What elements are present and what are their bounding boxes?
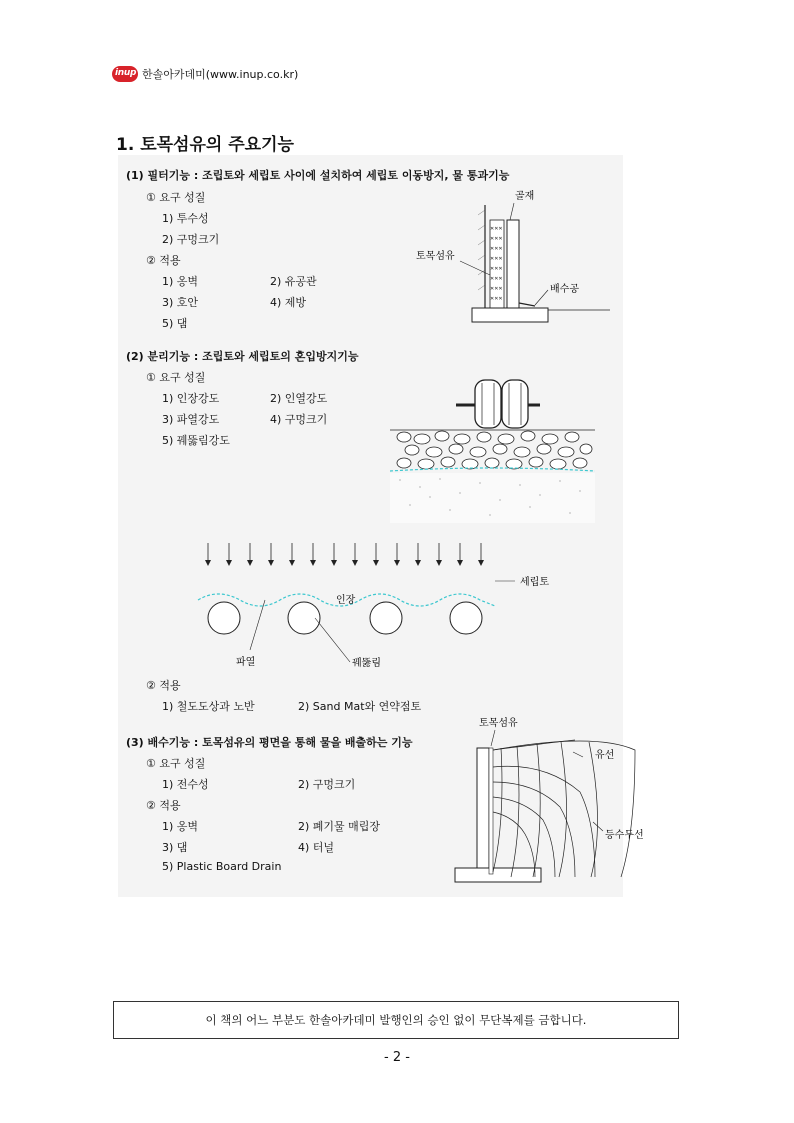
header-text: 한솔아카데미(www.inup.co.kr): [142, 68, 299, 81]
svg-text:✕✕✕: ✕✕✕: [490, 276, 503, 282]
svg-text:✕✕✕: ✕✕✕: [490, 226, 503, 232]
page-number: - 2 -: [384, 1050, 410, 1065]
aggregate-stones: [397, 431, 592, 469]
copyright-notice-box: [113, 1001, 679, 1039]
aggregate-label: 골재: [515, 191, 535, 202]
section3-app-item: 4) 터널: [298, 841, 335, 854]
section2-app-item: 1) 철도도상과 노반: [162, 700, 255, 713]
section1-app-item: 2) 유공관: [270, 275, 317, 288]
pipe: [370, 602, 402, 634]
filter-retaining-wall-figure: [410, 185, 625, 330]
section2-req-item: 2) 인열강도: [270, 392, 328, 405]
fine-soil-layer: [390, 473, 595, 523]
pipe: [450, 602, 482, 634]
section2-heading: (2) 분리기능 : 조립토와 세립토의 혼입방지기능: [126, 350, 359, 363]
section3-app-item: 2) 폐기물 매립장: [298, 820, 381, 833]
page-header: [112, 66, 298, 82]
wall-stem: [507, 220, 519, 308]
separation-load-figure: [190, 538, 570, 673]
section3-heading: (3) 배수기능 : 토목섬유의 평면을 통해 물을 배출하는 기능: [126, 736, 413, 749]
section2-req-item: 4) 구멍크기: [270, 413, 328, 426]
page-title: 1. 토목섬유의 주요기능: [116, 135, 294, 155]
burst-label: 파열: [236, 657, 256, 668]
section2-req-item: 1) 인장강도: [162, 392, 220, 405]
inup-logo: inup: [112, 66, 138, 82]
wall-stem: [477, 748, 489, 874]
geotextile-layer: [390, 468, 595, 471]
aggregate-layer: [490, 220, 504, 308]
section2-req-item: 5) 꿰뚫림강도: [162, 434, 230, 447]
section1-app-item: 4) 제방: [270, 296, 307, 309]
drain-pipe: [519, 303, 535, 306]
section1-req-item: 1) 투수성: [162, 212, 209, 225]
svg-text:✕✕✕: ✕✕✕: [490, 266, 503, 272]
copyright-notice: 이 책의 어느 부분도 한솔아카데미 발행인의 승인 없이 무단복제를 금합니다.: [205, 1013, 587, 1027]
section1-req-label: ① 요구 성질: [146, 191, 206, 204]
geotextile-strip: [489, 748, 493, 874]
backfill-hatch: [478, 210, 485, 290]
section3-app-label: ② 적용: [146, 799, 181, 812]
load-arrowheads: [205, 560, 484, 566]
section3-app-item: 3) 댐: [162, 841, 188, 854]
drain-hole-label: 배수공: [550, 284, 579, 295]
pipe: [208, 602, 240, 634]
section1-app-item: 3) 호안: [162, 296, 199, 309]
section3-req-label: ① 요구 성질: [146, 757, 206, 770]
section2-app-label: ② 적용: [146, 679, 181, 692]
section3-req-item: 2) 구멍크기: [298, 778, 356, 791]
section1-app-label: ② 적용: [146, 254, 181, 267]
svg-text:✕✕✕: ✕✕✕: [490, 296, 503, 302]
section2-app-item: 2) Sand Mat와 연약점토: [298, 700, 422, 713]
drainage-flownet-figure: [445, 712, 650, 892]
puncture-label: 꿰뚫림: [352, 658, 381, 669]
section2-req-item: 3) 파열강도: [162, 413, 220, 426]
wheel-left: [475, 380, 501, 428]
section1-req-item: 2) 구멍크기: [162, 233, 220, 246]
section1-heading: (1) 필터기능 : 조립토와 세립토 사이에 설치하여 세립토 이동방지, 물 통과기능: [126, 169, 510, 182]
svg-text:✕✕✕: ✕✕✕: [490, 286, 503, 292]
section3-app-item: 1) 옹벽: [162, 820, 199, 833]
drain-hole-pointer: [535, 290, 548, 305]
wall-footing: [455, 868, 541, 882]
geotextile-label: 토목섬유: [479, 718, 518, 729]
section1-app-item: 1) 옹벽: [162, 275, 199, 288]
wall-footing: [472, 308, 548, 322]
section3-app-item: 5) Plastic Board Drain: [162, 860, 282, 873]
section1-app-item: 5) 댐: [162, 317, 188, 330]
flow-line-label: 유선: [595, 750, 615, 761]
fine-soil-label: 세립토: [520, 577, 549, 588]
aggregate-pointer: [510, 203, 514, 220]
svg-text:✕✕✕: ✕✕✕: [490, 236, 503, 242]
section2-req-label: ① 요구 성질: [146, 371, 206, 384]
svg-text:✕✕✕: ✕✕✕: [490, 246, 503, 252]
wheel-right: [502, 380, 528, 428]
geotextile-label: 토목섬유: [416, 251, 455, 262]
equipotential-label: 등수두선: [605, 830, 644, 841]
section3-req-item: 1) 전수성: [162, 778, 209, 791]
svg-text:✕✕✕: ✕✕✕: [490, 256, 503, 262]
tension-label: 인장: [336, 595, 356, 606]
separation-wheel-figure: [390, 375, 620, 525]
equipotential-lines: [493, 742, 598, 877]
